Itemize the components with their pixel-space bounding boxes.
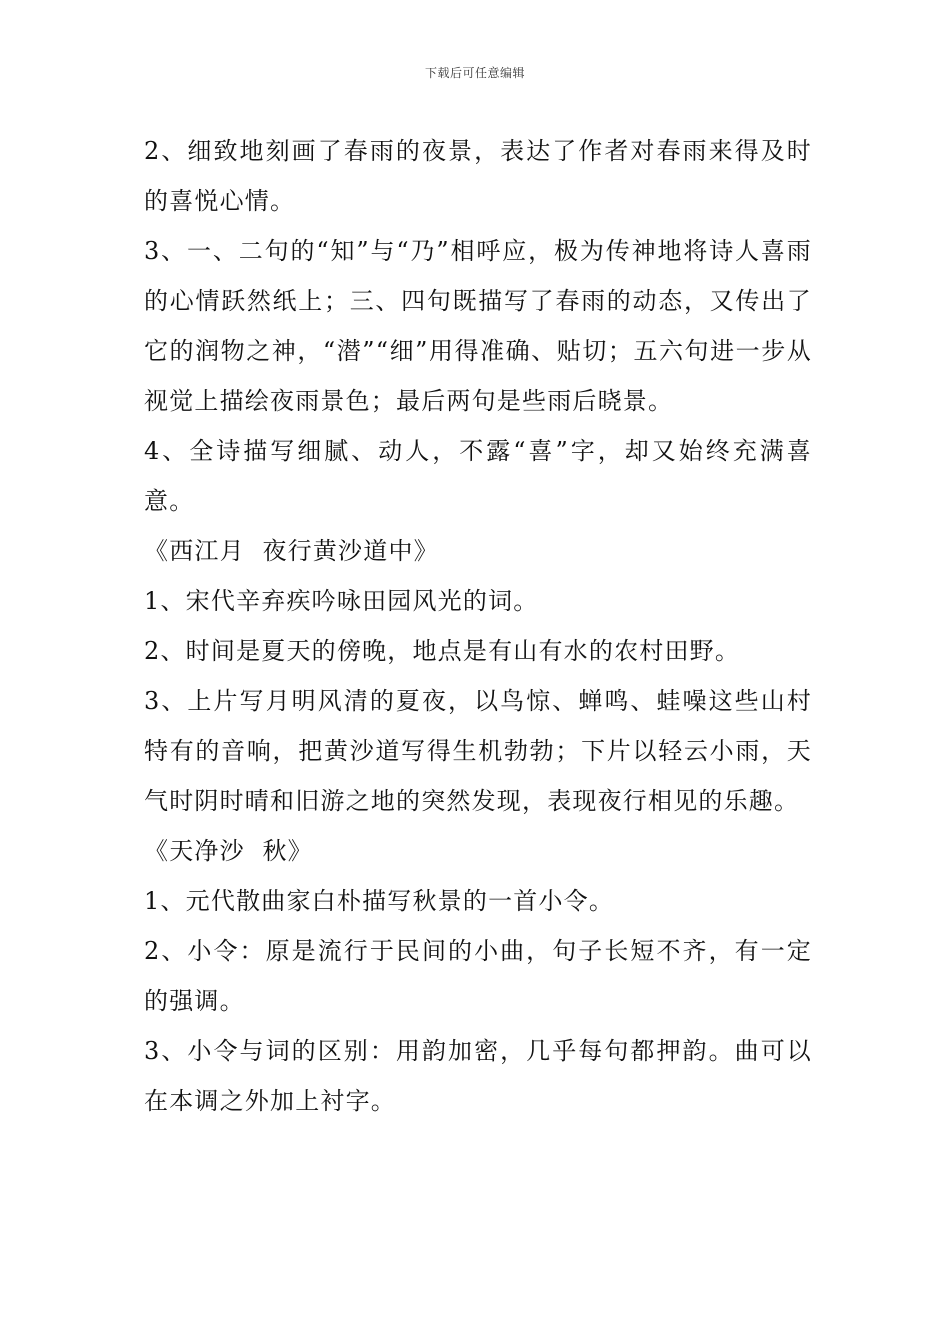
section-title-xijiangyue: 《西江月 夜行黄沙道中》: [144, 537, 439, 565]
paragraph-spring-rain-point-2: 2、细致地刻画了春雨的夜景，表达了作者对春雨来得及时的喜悦心情。: [144, 137, 812, 215]
paragraph-xijiangyue-point-3: 3、上片写月明风清的夏夜，以鸟惊、蝉鸣、蛙噪这些山村特有的音响，把黄沙道写得生机勃勃；下片以轻云小雨，天气时阴时晴和旧游之地的突然发现，表现夜行相见的乐趣。: [144, 687, 812, 815]
paragraph-tianjingsha-point-3: 3、小令与词的区别：用韵加密，几乎每句都押韵。曲可以在本调之外加上衬字。: [144, 1037, 812, 1115]
paragraph-xijiangyue-point-2: 2、时间是夏天的傍晚，地点是有山有水的农村田野。: [144, 637, 741, 665]
page-header-note: 下载后可任意编辑: [424, 66, 525, 80]
paragraph-spring-rain-point-3: 3、一、二句的“知”与“乃”相呼应，极为传神地将诗人喜雨的心情跃然纸上；三、四句既描写了春雨的动态，又传出了它的润物之神，“潜”“细”用得准确、贴切；五六句进一步从视觉上描绘夜雨景色；最后两句是些雨后晓景。: [144, 237, 812, 415]
section-title-tianjingsha: 《天净沙 秋》: [144, 837, 313, 865]
paragraph-tianjingsha-point-1: 1、元代散曲家白朴描写秋景的一首小令。: [144, 887, 615, 915]
paragraph-xijiangyue-point-1: 1、宋代辛弃疾吟咏田园风光的词。: [144, 587, 539, 615]
paragraph-tianjingsha-point-2: 2、小令：原是流行于民间的小曲，句子长短不齐，有一定的强调。: [144, 937, 812, 1015]
paragraph-spring-rain-point-4: 4、全诗描写细腻、动人，不露“喜”字，却又始终充满喜意。: [144, 437, 812, 515]
document-body: [144, 126, 812, 1126]
